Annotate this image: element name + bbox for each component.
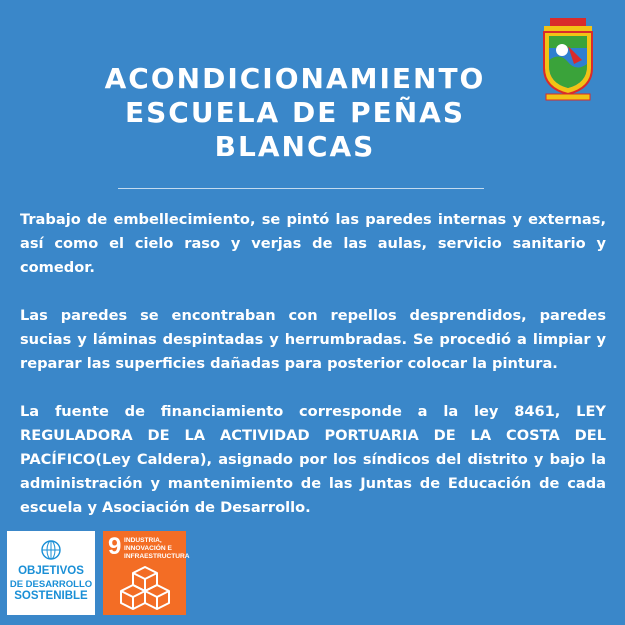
un-globe-icon: [40, 539, 62, 561]
goal-number: 9: [108, 533, 122, 560]
body-text: [20, 208, 606, 544]
goal-label: INDUSTRIA, INNOVACIÓN E INFRAESTRUCTURA: [124, 537, 190, 560]
municipal-crest-icon: [538, 16, 598, 102]
paragraph-1: Trabajo de embellecimiento, se pintó las paredes internas y externas, así como el cielo raso y verjas de las aulas, servicio sanitario y comedor.: [20, 211, 606, 276]
sdg-goal-9-badge: [103, 531, 190, 615]
sdg-logo-line-3: SOSTENIBLE: [14, 590, 88, 602]
sdg-logo-line-1: OBJETIVOS: [18, 565, 84, 577]
page-title: ACONDICIONAMIENTO ESCUELA DE PEÑAS BLANCAS: [104, 62, 486, 163]
paragraph-2: Las paredes se encontraban con repellos desprendidos, paredes sucias y láminas despintadas y herrumbradas. Se procedió a limpiar y reparar las superficies dañadas para posterior colocar la pintura.: [20, 307, 606, 372]
cubes-icon: [119, 565, 171, 611]
sdg-logo-line-2: DE DESARROLLO: [9, 579, 93, 590]
paragraph-3: La fuente de financiamiento corresponde a la ley 8461, LEY REGULADORA DE LA ACTIVIDAD PORTUARIA DE LA COSTA DEL PACÍFICO(Ley Caldera), asignado por los síndicos del distrito y bajo la administración y mantenimiento de las Juntas de Educación de cada escuela y Asociación de Desarrollo.: [20, 403, 606, 516]
title-divider: [118, 188, 484, 189]
sdg-logo: [7, 531, 95, 615]
